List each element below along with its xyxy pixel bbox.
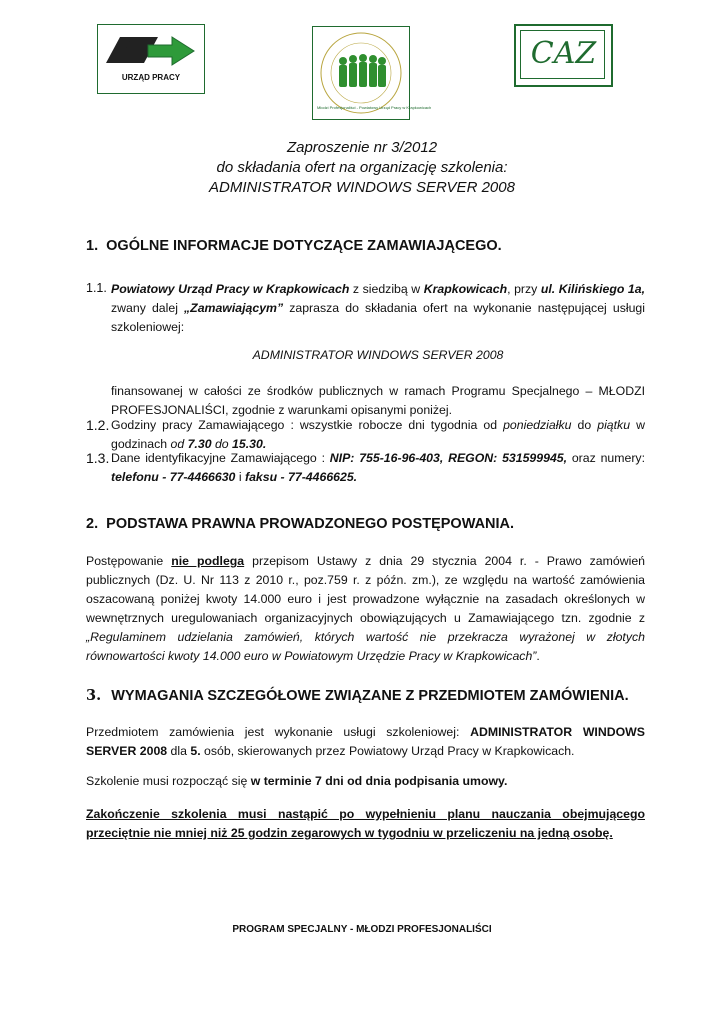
page-footer: PROGRAM SPECJALNY - MŁODZI PROFESJONALIŚCI [232, 924, 492, 935]
caz-label: CAZ [530, 36, 597, 71]
item-1-3-text: Dane identyfikacyjne Zamawiającego : NIP: 755-16-96-403, REGON: 531599945, oraz numery: telefonu - 77-4466630 i faksu - 77-4466625. [111, 451, 645, 484]
section-3-number: 3. [86, 687, 102, 704]
section-3-paragraph-1: Przedmiotem zamówienia jest wykonanie usługi szkoleniowej: ADMINISTRATOR WINDOWS SERVER 2008 dla 5. osób, skierowanych przez Powiatowy Urząd Pracy w Krapkowicach. [86, 725, 645, 758]
mlodzi-profesjonalisci-logo [312, 26, 432, 120]
invitation-title-2: do składania ofert na organizację szkolenia: [216, 159, 508, 176]
section-3-paragraph-2: Szkolenie musi rozpocząć się w terminie 7 dni od dnia podpisania umowy. [86, 774, 508, 788]
item-1-3-number: 1.3. [86, 450, 110, 466]
item-1-1-text: Powiatowy Urząd Pracy w Krapkowicach z siedzibą w Krapkowicach, przy ul. Kilińskiego 1a, zwany dalej „Zamawiającym” zaprasza do składania ofert na wykonanie następującej usługi szkoleniowej: [111, 282, 645, 334]
section-2-heading [86, 516, 514, 532]
section-3-heading [86, 687, 629, 704]
item-1-1-number: 1.1. [86, 281, 107, 295]
urzad-pracy-label: URZĄD PRACY [121, 73, 181, 82]
arrow-logo-icon [98, 25, 204, 75]
invitation-title-1: Zaproszenie nr 3/2012 [286, 139, 438, 156]
urzad-pracy-logo [97, 24, 205, 94]
section-2-paragraph: Postępowanie nie podlega przepisom Ustawy z dnia 29 stycznia 2004 r. - Prawo zamówień publicznych (Dz. U. Nr 113 z 2010 r., poz.759 r. z późn. zm.), ze względu na wartość zamówienia oszacowaną poniżej kwoty 14.000 euro i jest prowadzone wyłącznie na zasadach określonych w wewnętrznych uregulowaniach organizacyjnych obowiązujących u Zamawiającego tzn. zgodnie z „Regulaminem udzielania zamówień, których wartość nie przekracza wyrażonej w złotych równowartości kwoty 14.000 euro w Powiatowym Urzędzie Pracy w Krapkowicach”. [86, 554, 646, 663]
section-2-title: PODSTAWA PRAWNA PROWADZONEGO POSTĘPOWANIA. [106, 516, 515, 532]
section-1-heading [86, 238, 502, 254]
invitation-title-3: ADMINISTRATOR WINDOWS SERVER 2008 [209, 179, 515, 196]
course-name: ADMINISTRATOR WINDOWS SERVER 2008 [252, 348, 504, 362]
caz-logo [514, 24, 613, 87]
section-3-title: WYMAGANIA SZCZEGÓŁOWE ZWIĄZANE Z PRZEDMIOTEM ZAMÓWIENIA. [111, 688, 629, 704]
item-1-2-text: Godziny pracy Zamawiającego : wszystkie robocze dni tygodnia od poniedziałku do piątku w godzinach od 7.30 do 15.30. [111, 418, 645, 451]
section-1-title: OGÓLNE INFORMACJE DOTYCZĄCE ZAMAWIAJĄCEGO. [106, 238, 502, 254]
ring-text: Młodzi Profesjonaliści - Powiatowy Urząd Pracy w Krapkowicach [317, 105, 432, 110]
section-1-number: 1. [86, 238, 99, 254]
section-3-paragraph-3: Zakończenie szkolenia musi nastąpić po wypełnieniu planu nauczania obejmującego przeciętnie nie mniej niż 25 godzin zegarowych w tygodniu w przeliczeniu na jedną osobę. [86, 807, 645, 840]
item-1-2-number: 1.2. [86, 417, 110, 433]
financing-text: finansowanej w całości ze środków publicznych w ramach Programu Specjalnego – MŁODZI PROFESJONALIŚCI, zgodnie z warunkami opisanymi poniżej. [111, 384, 645, 417]
section-2-number: 2. [86, 516, 99, 532]
